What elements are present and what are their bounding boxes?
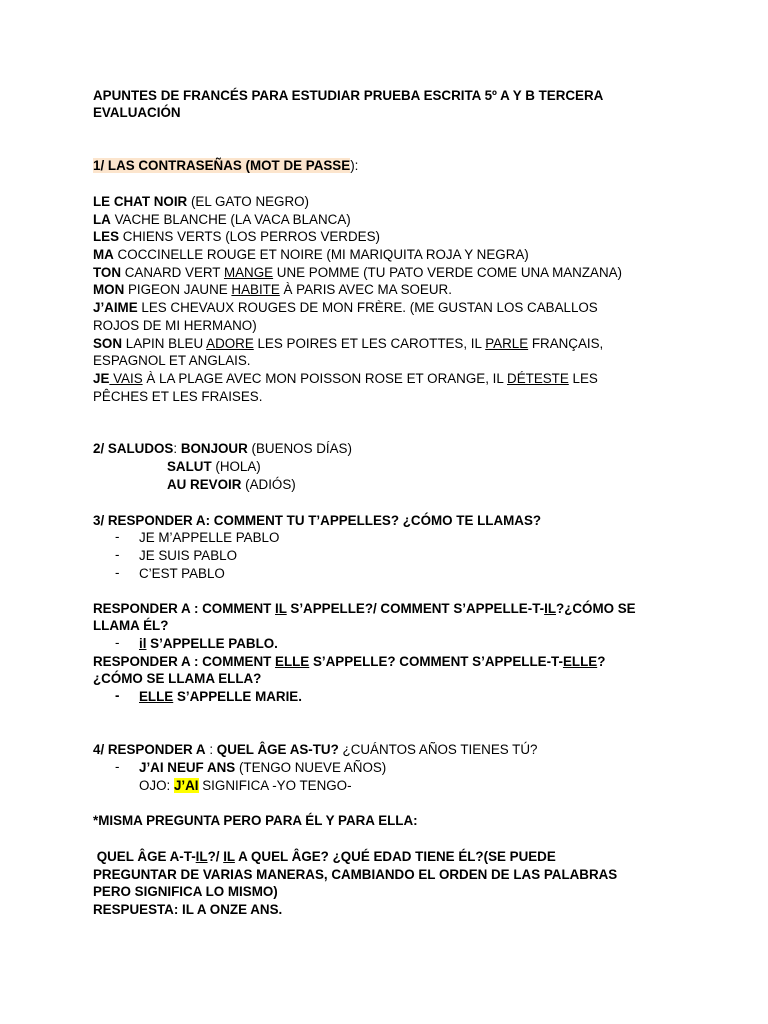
password-line-5: TON CANARD VERT MANGE UNE POMME (TU PATO VERDE COME UNA MANZANA) <box>93 265 623 280</box>
greetings-line-3: AU REVOIR (ADIÓS) <box>167 477 296 492</box>
password-line-6: MON PIGEON JAUNE HABITE À PARIS AVEC MA SOEUR. <box>93 282 452 297</box>
list-item-text: JE SUIS PABLO <box>139 548 237 563</box>
document-title-line-2: EVALUACIÓN <box>93 105 181 120</box>
password-line-1: LE CHAT NOIR (EL GATO NEGRO) <box>93 194 310 209</box>
list-dash: - <box>115 635 120 650</box>
question-elle-line-1: RESPONDER A : COMMENT ELLE S’APPELLE? COMMENT S’APPELLE-T-ELLE? <box>93 654 606 669</box>
list-item-text: JE M’APPELLE PABLO <box>139 530 280 545</box>
password-line-7-cont: ROJOS DE MI HERMANO) <box>93 318 257 333</box>
answer-il: - il S’APPELLE PABLO. <box>115 635 278 651</box>
greetings-line-1: 2/ SALUDOS: BONJOUR (BUENOS DÍAS) <box>93 441 352 456</box>
list-item: - J’AI NEUF ANS (TENGO NUEVE AÑOS) <box>115 759 387 775</box>
age-question-line-3: PERO SIGNIFICA LO MISMO) <box>93 884 278 899</box>
document-title-line-1: APUNTES DE FRANCÉS PARA ESTUDIAR PRUEBA ESCRITA 5º A Y B TERCERA <box>93 88 604 103</box>
password-line-2: LA VACHE BLANCHE (LA VACA BLANCA) <box>93 212 351 227</box>
section-1-heading: 1/ LAS CONTRASEÑAS (MOT DE PASSE): <box>93 158 359 173</box>
list-dash: - <box>115 547 120 562</box>
list-dash: - <box>115 529 120 544</box>
password-line-8: SON LAPIN BLEU ADORE LES POIRES ET LES CAROTTES, IL PARLE FRANÇAIS, <box>93 336 604 351</box>
section-3-heading: 3/ RESPONDER A: COMMENT TU T’APPELLES? ¿CÓMO TE LLAMAS? <box>93 513 542 528</box>
list-item <box>0 565 768 582</box>
age-question-line-2: PREGUNTAR DE VARIAS MANERAS, CAMBIANDO EL ORDEN DE LAS PALABRAS <box>93 867 618 882</box>
same-question-note: *MISMA PREGUNTA PERO PARA ÉL Y PARA ELLA: <box>93 813 418 828</box>
question-il-line-1: RESPONDER A : COMMENT IL S’APPELLE?/ COMMENT S’APPELLE-T-IL?¿CÓMO SE <box>93 601 636 616</box>
password-line-7: J’AIME LES CHEVAUX ROUGES DE MON FRÈRE. (ME GUSTAN LOS CABALLOS <box>93 300 598 315</box>
answer-line: RESPUESTA: IL A ONZE ANS. <box>93 902 283 917</box>
list-dash: - <box>115 565 120 580</box>
password-line-9-cont: PÊCHES ET LES FRAISES. <box>93 389 263 404</box>
list-dash: - <box>115 688 120 703</box>
password-line-4: MA COCCINELLE ROUGE ET NOIRE (MI MARIQUITA ROJA Y NEGRA) <box>93 247 529 262</box>
list-item <box>0 529 768 546</box>
greetings-line-2: SALUT (HOLA) <box>167 459 261 474</box>
password-line-3: LES CHIENS VERTS (LOS PERROS VERDES) <box>93 229 380 244</box>
answer-elle: - ELLE S’APPELLE MARIE. <box>115 688 302 704</box>
list-item-text: C’EST PABLO <box>139 566 225 581</box>
password-line-8-cont: ESPAGNOL ET ANGLAIS. <box>93 353 251 368</box>
question-elle-line-2: ¿CÓMO SE LLAMA ELLA? <box>93 671 262 686</box>
ojo-note: OJO: J’AI SIGNIFICA -YO TENGO- <box>139 778 352 793</box>
list-item <box>0 547 768 564</box>
question-il-line-2: LLAMA ÉL? <box>93 618 169 633</box>
password-line-9: JE VAIS À LA PLAGE AVEC MON POISSON ROSE ET ORANGE, IL DÉTESTE LES <box>93 371 598 386</box>
age-question-line-1: QUEL ÂGE A-T-IL?/ IL A QUEL ÂGE? ¿QUÉ EDAD TIENE ÉL?(SE PUEDE <box>93 849 556 864</box>
list-dash: - <box>115 759 120 774</box>
section-4-heading: 4/ RESPONDER A : QUEL ÂGE AS-TU? ¿CUÁNTOS AÑOS TIENES TÚ? <box>93 742 538 757</box>
